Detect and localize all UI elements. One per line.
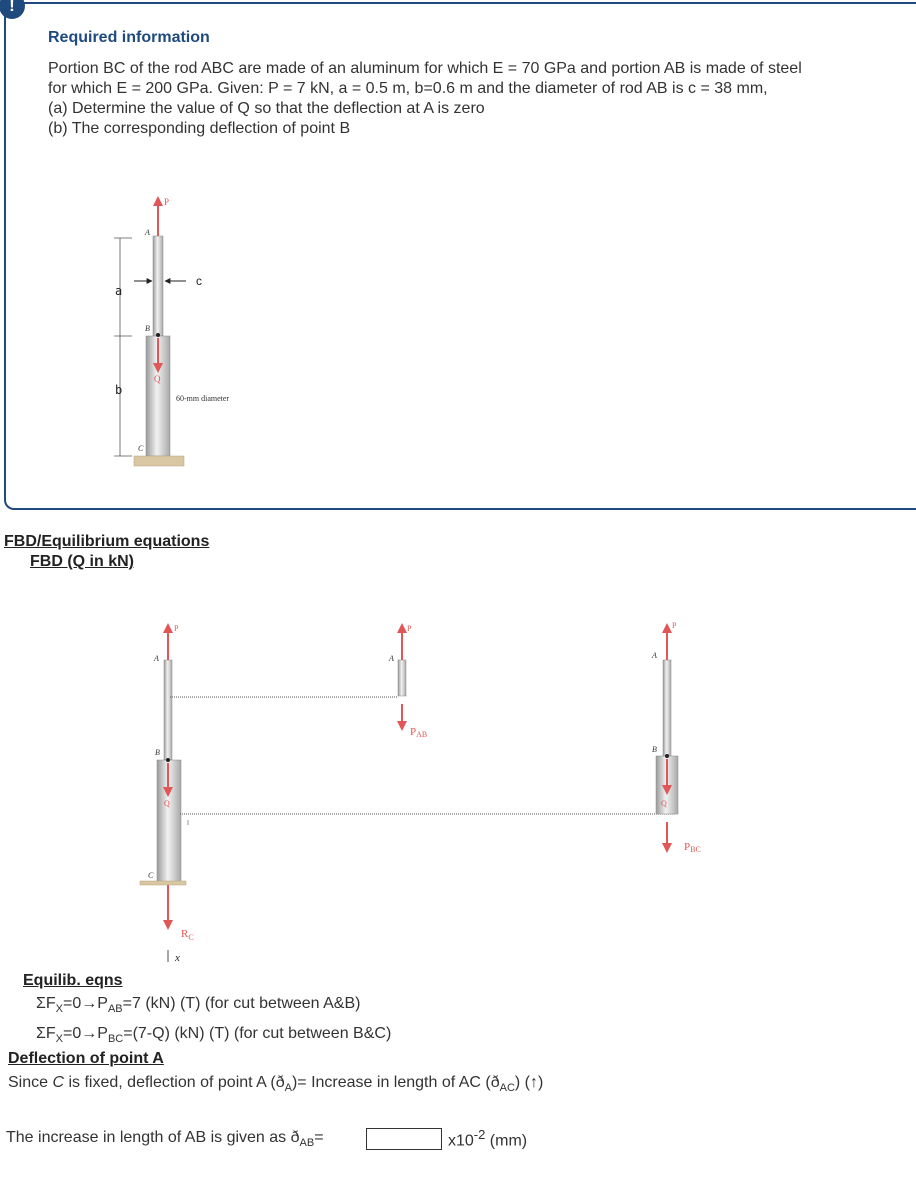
label-c: C (138, 444, 144, 453)
defl-sub-ac: AC (499, 1082, 515, 1095)
fbd-label-q-1: Q (164, 799, 170, 808)
fbd-label-b-3: B (652, 745, 657, 754)
fbd-subheading: FBD (Q in kN) (30, 553, 134, 570)
problem-line-4: (b) The corresponding deflection of point B (48, 120, 351, 137)
equation-1 (36, 995, 360, 1015)
fbd-label-pbc-sub: BC (690, 845, 701, 854)
unit-prefix: x10 (448, 1132, 474, 1150)
fbd-label-a-1: A (154, 654, 159, 663)
eq1-sub2: AB (107, 1003, 123, 1016)
svg-text:PAB (410, 726, 427, 739)
answer-unit (448, 1127, 527, 1150)
fbd-heading: FBD/Equilibrium equations (4, 533, 210, 550)
defl-text-e: ) (↑) (514, 1074, 544, 1091)
problem-line-1: Portion BC of the rod ABC are made of an aluminum for which E = 70 GPa and portion AB is made of steel (48, 60, 802, 77)
fbd-cut-bc-rod (663, 660, 671, 756)
unit-text: (mm) (485, 1132, 528, 1150)
eq2-sub1: X (55, 1033, 64, 1046)
svg-text:PBC (684, 841, 701, 854)
label-q: Q (154, 374, 161, 384)
answer-input-delta-ab[interactable] (366, 1128, 442, 1150)
fbd-label-p-2: P (407, 624, 412, 633)
fbd-label-q-3: Q (661, 799, 667, 808)
diameter-note: 60-mm diameter (176, 394, 230, 403)
equilib-heading: Equilib. eqns (23, 972, 123, 989)
deflection-statement (8, 1074, 543, 1094)
eq1-mid: =0→P (63, 995, 108, 1012)
fbd-label-rc-sub: C (188, 933, 194, 942)
fbd-label-p-3: P (672, 621, 677, 630)
fbd-label-pab-sub: AB (416, 730, 428, 739)
fbd-label-p-1: P (174, 624, 179, 633)
label-p: P (164, 197, 170, 207)
equation-2 (36, 1025, 391, 1045)
defl-text-a: Since (8, 1074, 53, 1091)
fbd-base (140, 881, 186, 885)
fbd-label-c-1: C (148, 871, 154, 880)
fbd-cut-ab-piece (398, 660, 406, 696)
eq2-sub2: BC (107, 1033, 124, 1046)
problem-line-3: (a) Determine the value of Q so that the deflection at A is zero (48, 100, 485, 117)
eq2-mid: =0→P (63, 1025, 108, 1042)
question-prompt (6, 1129, 324, 1149)
defl-text-d: )= Increase in length of AC (ð (291, 1074, 500, 1091)
eq2-prefix: ΣF (36, 1025, 56, 1042)
svg-text:RC (181, 928, 194, 942)
eq1-prefix: ΣF (36, 995, 56, 1012)
eq1-rest: =7 (kN) (T) (for cut between A&B) (122, 995, 361, 1012)
fbd-label-a-3: A (652, 651, 657, 660)
question-text: The increase in length of AB is given as ð (6, 1129, 300, 1146)
problem-line-2: for which E = 200 GPa. Given: P = 7 kN, a = 0.5 m, b=0.6 m and the diameter of rod AB is c = 38 mm, (48, 80, 768, 97)
label-b: B (145, 324, 150, 333)
required-info-title: Required information (48, 29, 210, 46)
question-sub: AB (299, 1137, 315, 1150)
fbd-label-a-2: A (389, 654, 394, 663)
fbd-label-pbc: P (684, 841, 691, 853)
defl-sub-a: A (284, 1082, 292, 1095)
question-eq: = (314, 1129, 324, 1146)
fbd-label-rc: R (181, 928, 189, 940)
defl-text-c: C (52, 1074, 65, 1091)
fbd-label-pab: P (410, 726, 417, 738)
unit-exp: -2 (473, 1127, 486, 1142)
deflection-heading: Deflection of point A (8, 1050, 164, 1067)
label-a: A (145, 228, 150, 237)
fbd-rod-ab (164, 660, 172, 760)
eq1-sub1: X (55, 1003, 64, 1016)
fbd-x-axis: x (175, 952, 180, 964)
alert-icon: ! (0, 0, 25, 19)
fbd-label-b-1: B (155, 748, 160, 757)
eq2-rest: =(7-Q) (kN) (T) (for cut between B&C) (123, 1025, 392, 1042)
dim-b: b (115, 383, 123, 397)
defl-text-b: is fixed, deflection of point A (ð (64, 1074, 285, 1091)
dim-a: a (115, 284, 123, 298)
dim-c: c (196, 274, 202, 288)
